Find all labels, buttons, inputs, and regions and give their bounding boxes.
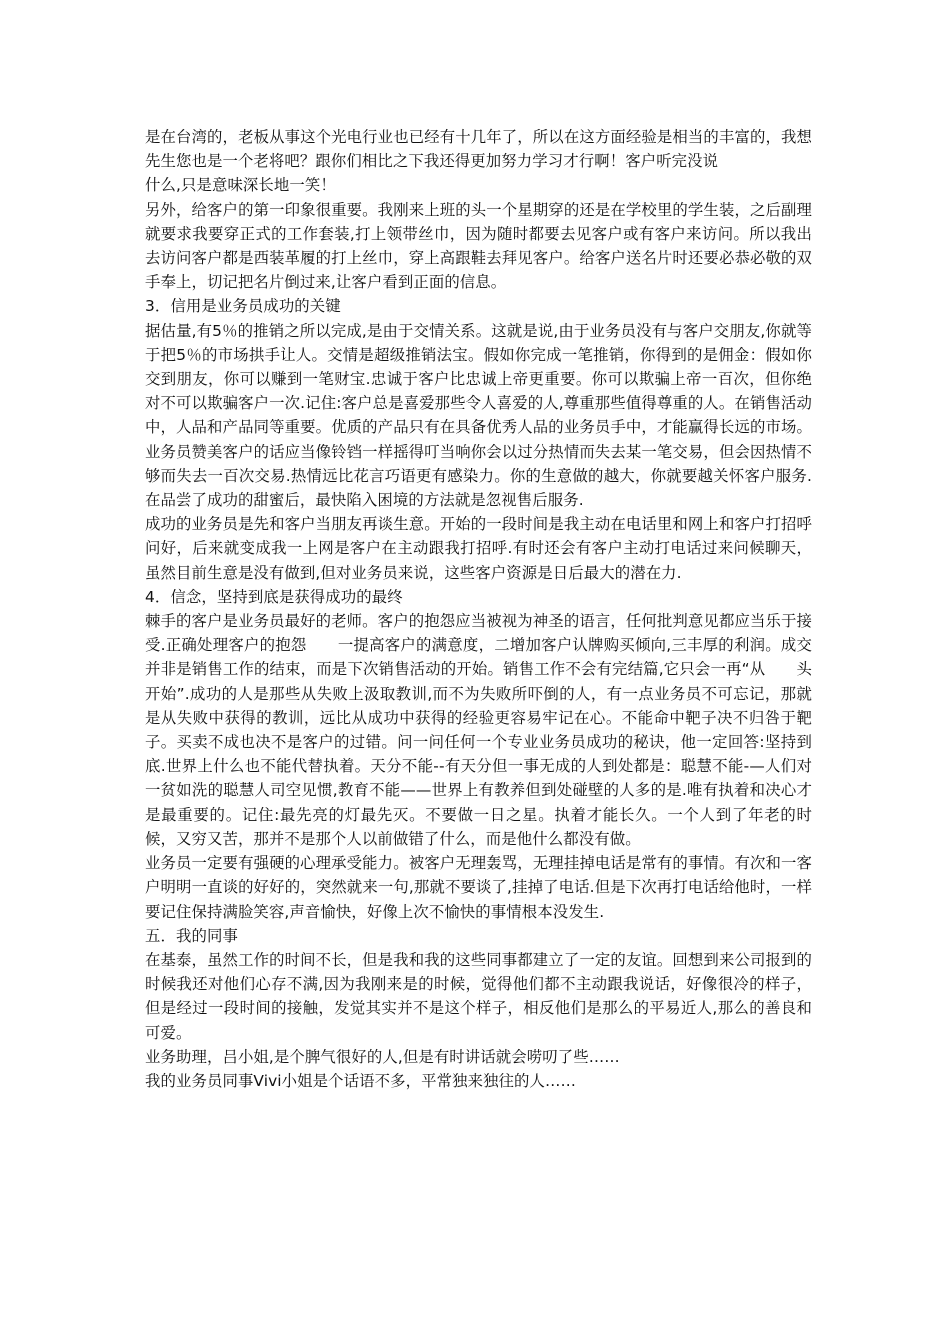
- section-heading: 3．信用是业务员成功的关键: [145, 297, 341, 316]
- paragraph: 什么,只是意味深长地一笑！: [145, 176, 336, 195]
- paragraph: 另外，给客户的第一印象很重要。我刚来上班的头一个星期穿的还是在学校里的学生装，之后副理就要求我要穿正式的工作套装,打上领带丝巾，因为随时都要去见客户或有客户来访问。所以我出去访问客户都是西装革履的打上丝巾，穿上高跟鞋去拜见客户。给客户送名片时还要必恭必敬的双手奉上，切记把名片倒过来,让客户看到正面的信息。: [145, 200, 812, 292]
- section-heading: 4．信念，坚持到底是获得成功的最终: [145, 587, 403, 606]
- paragraph: 据估量,有5％的推销之所以完成,是由于交情关系。这就是说,由于业务员没有与客户交朋友,你就等于把5％的市场拱手让人。交情是超级推销法宝。假如你完成一笔推销，你得到的是佣金：假如你交到朋友，你可以赚到一笔财宝.忠诚于客户比忠诚上帝更重要。你可以欺骗上帝一百次，但你绝对不可以欺骗客户一次.记住:客户总是喜爱那些令人喜爱的人,尊重那些值得尊重的人。在销售活动中，人品和产品同等重要。优质的产品只有在具备优秀人品的业务员手中，才能赢得长远的市场。业务员赞美客户的话应当像铃铛一样摇得叮当响你会以过分热情而失去某一笔交易，但会因热情不够而失去一百次交易.热情远比花言巧语更有感染力。你的生意做的越大，你就要越关怀客户服务.在品尝了成功的甜蜜后，最快陷入困境的方法就是忽视售后服务.: [145, 321, 812, 510]
- paragraph: 棘手的客户是业务员最好的老师。客户的抱怨应当被视为神圣的语言，任何批判意见都应当乐于接受.正确处理客户的抱怨 一提高客户的满意度，二增加客户认牌购买倾向,三丰厚的利润。成交并非是销售工作的结束，而是下次销售活动的开始。销售工作不会有完结篇,它只会一再“从 头开始”.成功的人是那些从失败上汲取教训,而不为失败所吓倒的人，有一点业务员不可忘记，那就是从失败中获得的教训，远比从成功中获得的经验更容易牢记在心。不能命中靶子决不归咎于靶子。买卖不成也决不是客户的过错。问一问任何一个专业业务员成功的秘诀，他一定回答:坚持到底.世界上什么也不能代替执着。天分不能--有天分但一事无成的人到处都是：聪慧不能-—人们对一贫如洗的聪慧人司空见惯,教育不能——世界上有教养但到处碰壁的人多的是.唯有执着和决心才是最重要的。记住:最先亮的灯最先灭。不要做一日之星。执着才能长久。一个人到了年老的时候，又穷又苦，那并不是那个人以前做错了什么，而是他什么都没有做。: [145, 612, 812, 848]
- document-page: [145, 125, 812, 1093]
- paragraph: 是在台湾的，老板从事这个光电行业也已经有十几年了，所以在这方面经验是相当的丰富的，我想先生您也是一个老将吧？跟你们相比之下我还得更加努力学习才行啊！客户听完没说: [145, 128, 812, 171]
- paragraph: 业务员一定要有强硬的心理承受能力。被客户无理轰骂，无理挂掉电话是常有的事情。有次和一客户明明一直谈的好好的，突然就来一句,那就不要谈了,挂掉了电话.但是下次再打电话给他时，一样要记住保持满脸笑容,声音愉快，好像上次不愉快的事情根本没发生.: [145, 854, 812, 921]
- paragraph: 在基泰，虽然工作的时间不长，但是我和我的这些同事都建立了一定的友谊。回想到来公司报到的时候我还对他们心存不满,因为我刚来是的时候，觉得他们都不主动跟我说话，好像很冷的样子，但是经过一段时间的接触，发觉其实并不是这个样子，相反他们是那么的平易近人,那么的善良和可爱。: [145, 950, 812, 1042]
- section-heading: 五．我的同事: [145, 926, 238, 945]
- paragraph: 业务助理，吕小姐,是个脾气很好的人,但是有时讲话就会唠叨了些……: [145, 1047, 620, 1066]
- paragraph: 我的业务员同事Vivi小姐是个话语不多，平常独来独往的人……: [145, 1071, 577, 1090]
- paragraph: 成功的业务员是先和客户当朋友再谈生意。开始的一段时间是我主动在电话里和网上和客户打招呼问好，后来就变成我一上网是客户在主动跟我打招呼.有时还会有客户主动打电话过来问候聊天，虽然目前生意是没有做到,但对业务员来说，这些客户资源是日后最大的潜在力.: [145, 515, 812, 582]
